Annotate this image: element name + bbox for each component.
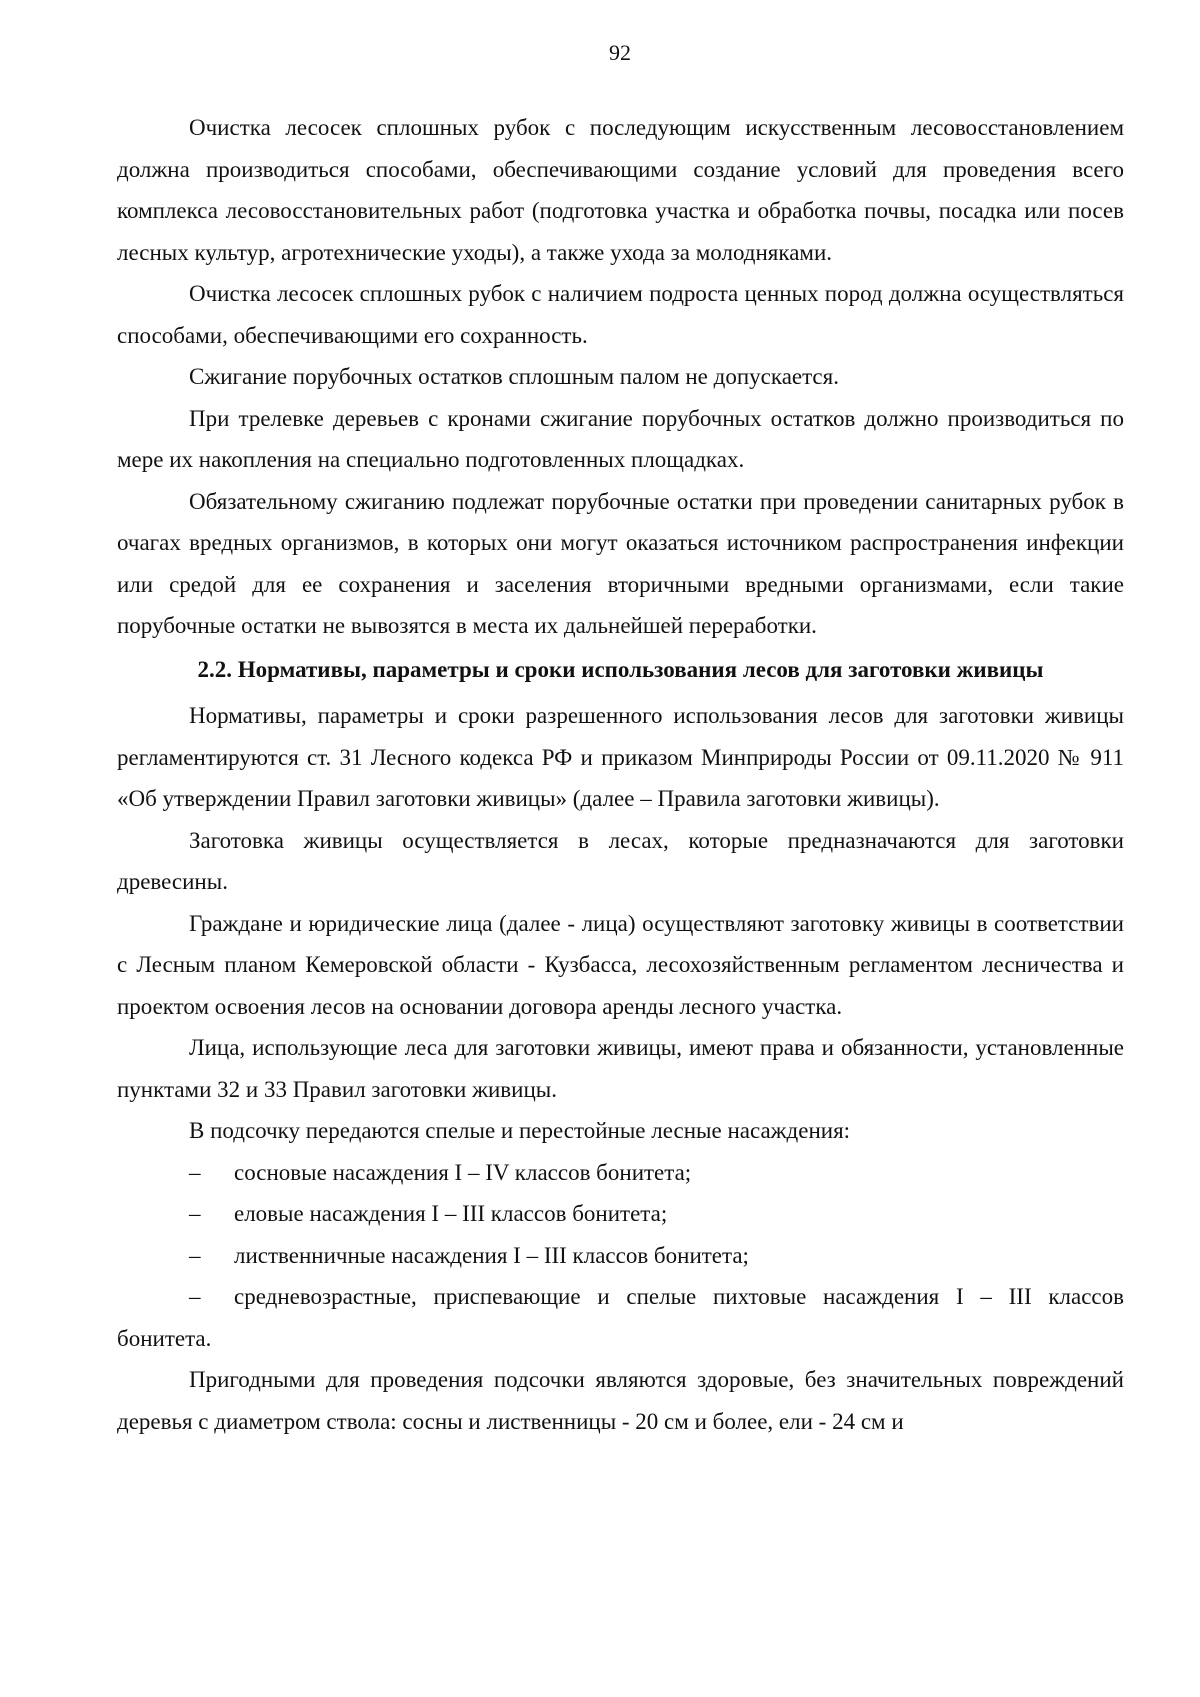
paragraph-persons: Граждане и юридические лица (далее - лица) осуществляют заготовку живицы в соответствии с Лесным планом Кемеровской области - Кузбасса, лесохозяйственным регламентом лесничества и проектом освоения лесов на основании договора аренды лесного участка. bbox=[117, 910, 1124, 1019]
paragraph-mandatory-burning: Обязательному сжиганию подлежат порубочные остатки при проведении санитарных рубок в очагах вредных организмов, в которых они могут оказаться источником распространения инфекции или средой для ее сохранения и заселения вторичными вредными организмами, если такие порубочные остатки не вывозятся в места их дальнейшей переработки. bbox=[117, 488, 1124, 638]
paragraph-burning-prohibited: Сжигание порубочных остатков сплошным палом не допускается. bbox=[189, 364, 839, 389]
paragraph-skidding-burning: При трелевке деревьев с кронами сжигание порубочных остатков должно производиться по мере их накопления на специально подготовленных площадках. bbox=[117, 405, 1124, 472]
paragraph-tree-diameter: Пригодными для проведения подсочки являются здоровые, без значительных повреждений деревья с диаметром ствола: сосны и лиственницы - 20 см и более, ели - 24 см и bbox=[117, 1367, 1124, 1434]
paragraph-rights-obligations: Лица, использующие леса для заготовки живицы, имеют права и обязанности, установленные пунктами 32 и 33 Правил заготовки живицы. bbox=[117, 1035, 1124, 1102]
list-item bbox=[117, 1276, 1124, 1359]
list-dash: – bbox=[189, 1159, 201, 1185]
list-dash: – bbox=[189, 1242, 201, 1268]
paragraph-clearing-artificial-reforestation: Очистка лесосек сплошных рубок с последующим искусственным лесовосстановлением должна производиться способами, обеспечивающими создание условий для проведения всего комплекса лесовосстановительных работ (подготовка участка и обработка почвы, посадка или посев лесных культур, агротехнические уходы), а также ухода за молодняками. bbox=[117, 115, 1124, 265]
section-heading: 2.2. Нормативы, параметры и сроки использования лесов для заготовки живицы bbox=[197, 656, 1044, 682]
list-dash: – bbox=[189, 1201, 201, 1226]
page-number: 92 bbox=[609, 40, 631, 65]
paragraph-regulations: Нормативы, параметры и сроки разрешенного использования лесов для заготовки живицы регламентируются ст. 31 Лесного кодекса РФ и приказом Минприроды России от 09.11.2020 № 911 «Об утверждении Правил заготовки живицы» (далее – Правила заготовки живицы). bbox=[117, 703, 1124, 811]
list-item bbox=[117, 1193, 1124, 1235]
list-item-text: лиственничные насаждения I – III классов бонитета; bbox=[234, 1242, 749, 1268]
list-item-text: еловые насаждения I – III классов бонитета; bbox=[234, 1201, 668, 1226]
list-dash: – bbox=[189, 1284, 201, 1309]
list-item bbox=[117, 1235, 1124, 1277]
list-item bbox=[117, 1152, 1124, 1194]
list-item-text: сосновые насаждения I – IV классов бонитета; bbox=[234, 1159, 692, 1185]
paragraph-tapping-stands: В подсочку передаются спелые и перестойные лесные насаждения: bbox=[189, 1118, 851, 1143]
paragraph-resin-forests: Заготовка живицы осуществляется в лесах, которые предназначаются для заготовки древесины. bbox=[117, 827, 1124, 894]
list-item-text: средневозрастные, приспевающие и спелые пихтовые насаждения I – III классов бонитета. bbox=[117, 1284, 1124, 1351]
document-body bbox=[117, 107, 1124, 1442]
paragraph-clearing-undergrowth: Очистка лесосек сплошных рубок с наличием подроста ценных пород должна осуществляться способами, обеспечивающими его сохранность. bbox=[117, 281, 1124, 348]
